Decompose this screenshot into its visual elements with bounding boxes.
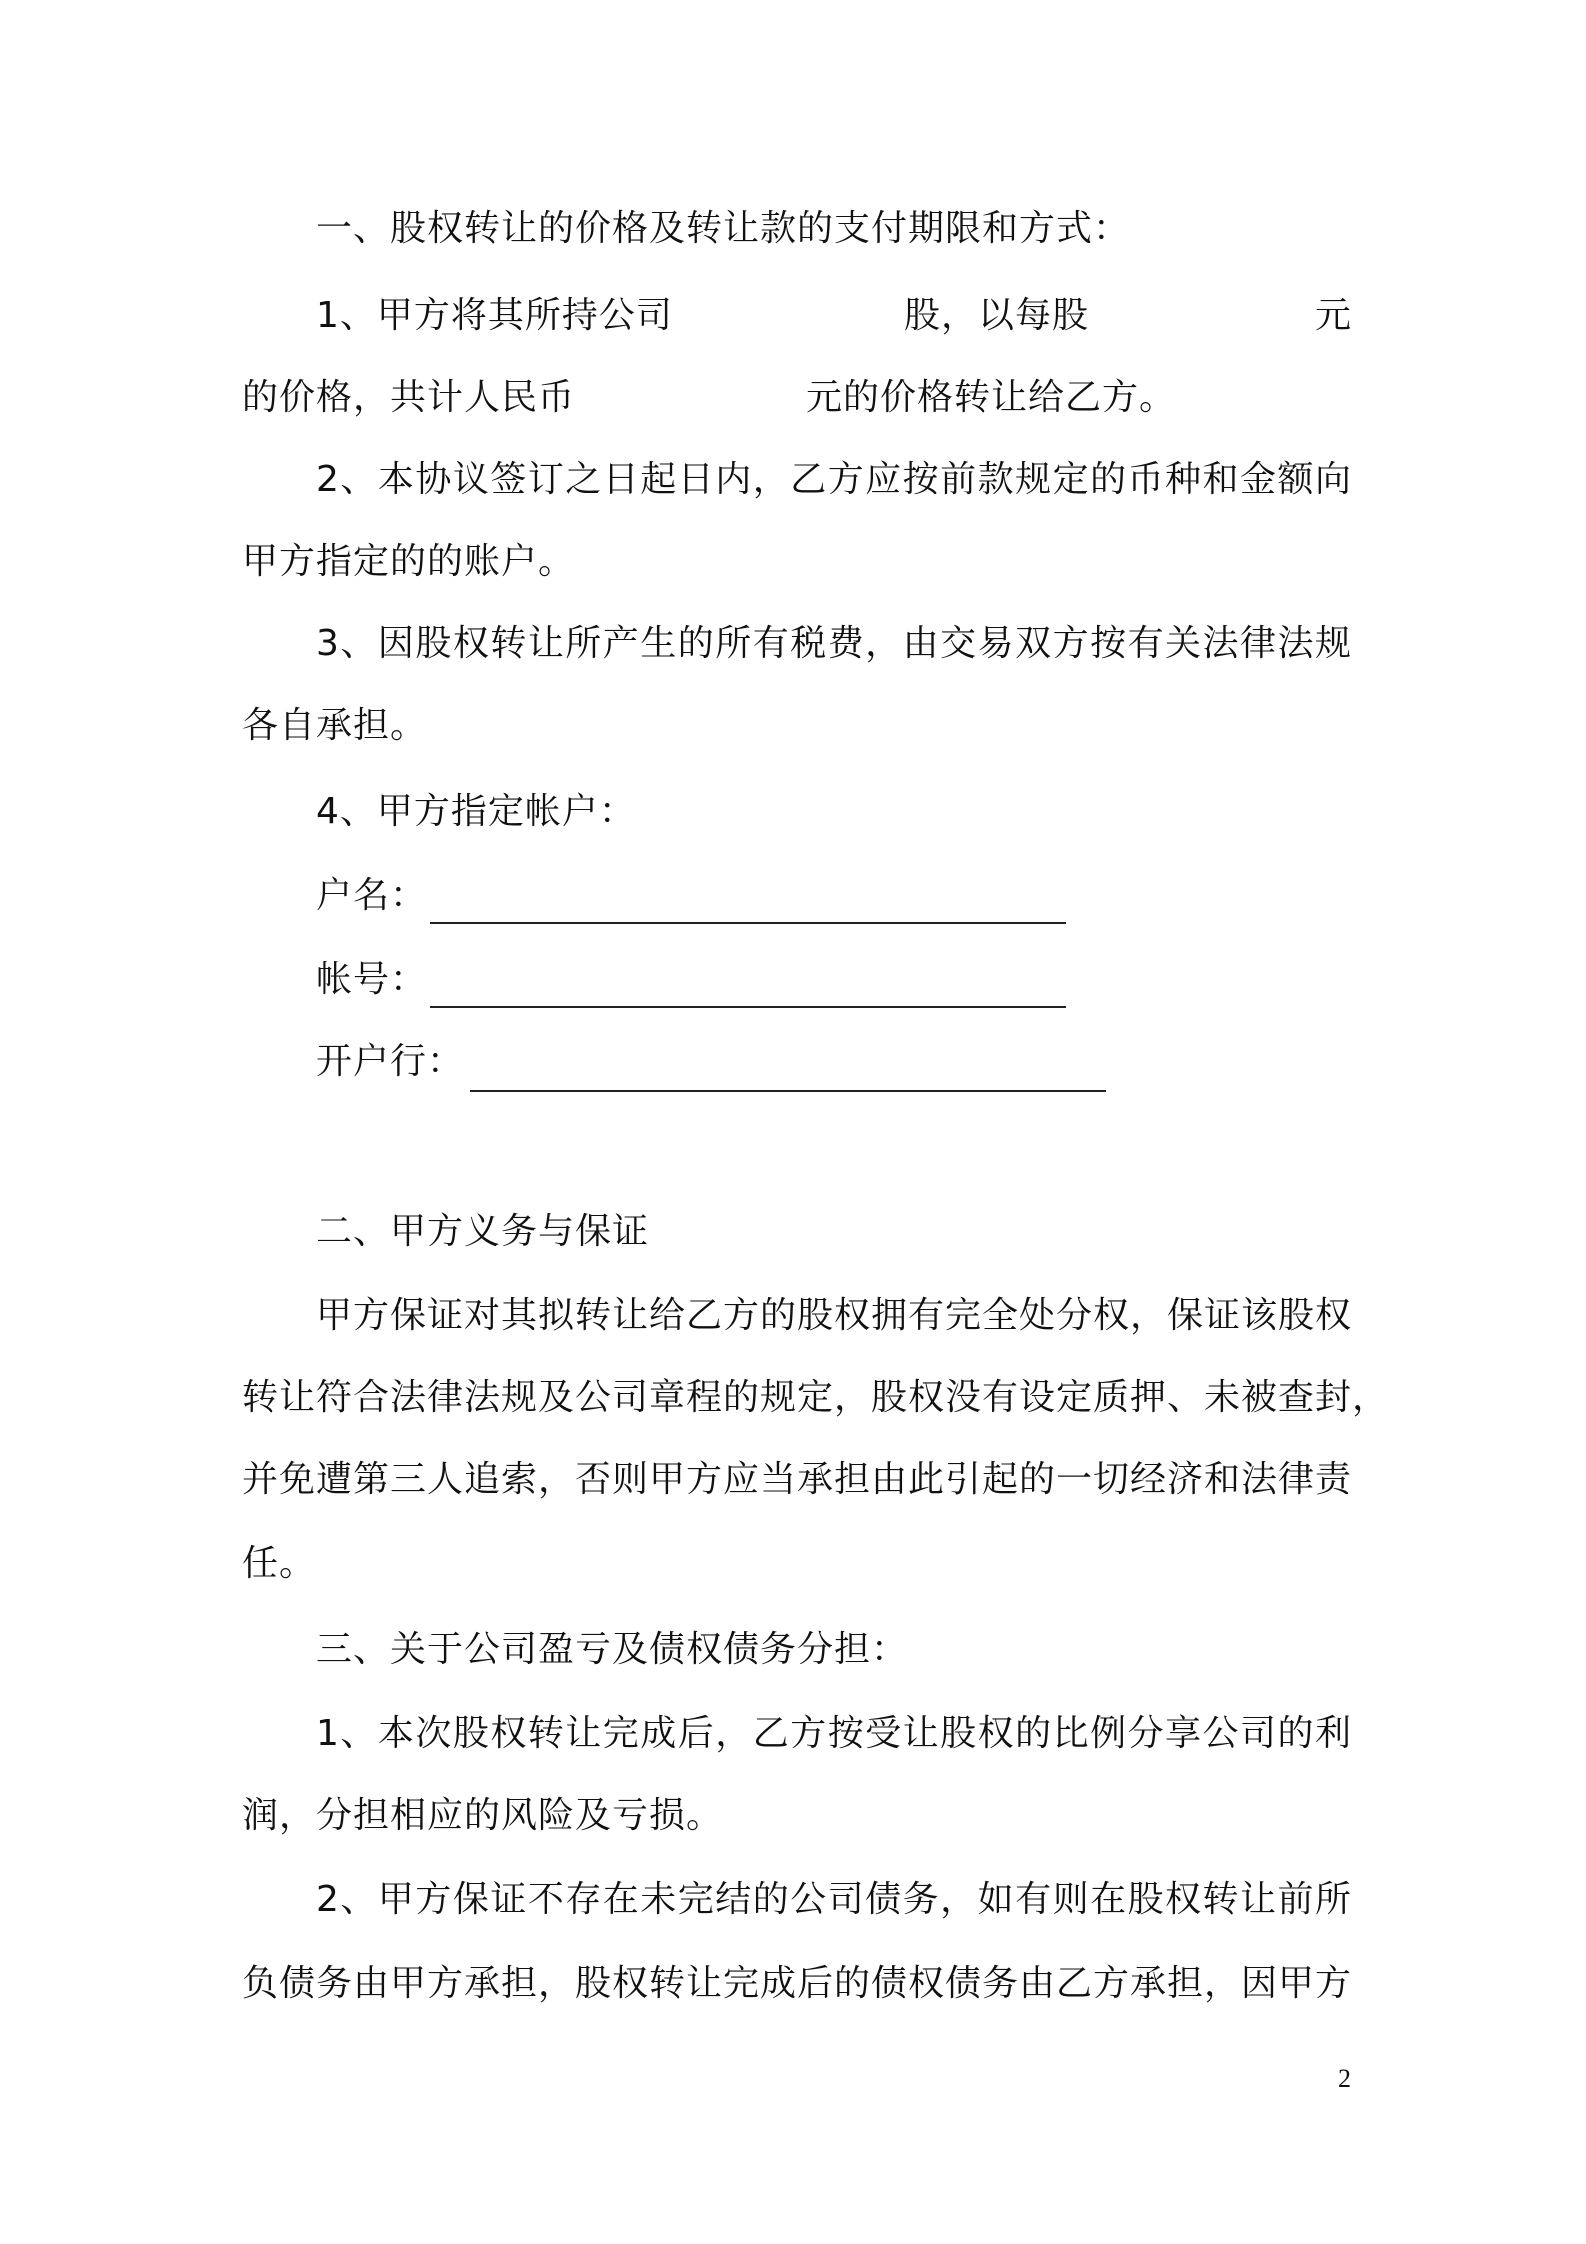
section1-item2-line2: 甲方指定的的账户。 bbox=[242, 541, 576, 582]
section1-item3-line2: 各自承担。 bbox=[242, 705, 428, 746]
section2-line1: 甲方保证对其拟转让给乙方的股权拥有完全处分权，保证该股权 bbox=[316, 1295, 1353, 1336]
section3-item2-line2: 负债务由甲方承担，股权转让完成后的债权债务由乙方承担，因甲方 bbox=[242, 1963, 1353, 2004]
account-name-field-line[interactable] bbox=[430, 922, 1066, 924]
section1-item1-line2 bbox=[242, 374, 1352, 422]
item1-part-d: 的价格，共计人民币 bbox=[242, 377, 576, 418]
item1-part-b: 股，以每股 bbox=[904, 295, 1090, 336]
page-number: 2 bbox=[1338, 2064, 1351, 2093]
bank-field-line[interactable] bbox=[470, 1090, 1106, 1092]
account-number-field-line[interactable] bbox=[430, 1006, 1066, 1008]
item1-part-a: 1、甲方将其所持公司 bbox=[316, 295, 673, 336]
section3-item1-line2: 润，分担相应的风险及亏损。 bbox=[242, 1795, 724, 1836]
section2-line2: 转让符合法律法规及公司章程的规定，股权没有设定质押、未被查封， bbox=[242, 1377, 1390, 1418]
section1-heading: 一、股权转让的价格及转让款的支付期限和方式： bbox=[316, 208, 1131, 249]
section2-line3: 并免遭第三人追索，否则甲方应当承担由此引起的一切经济和法律责 bbox=[242, 1459, 1353, 1500]
account-number-label: 帐号： bbox=[316, 959, 428, 1000]
section2-heading: 二、甲方义务与保证 bbox=[316, 1211, 650, 1252]
item1-part-e: 元的价格转让给乙方。 bbox=[806, 377, 1177, 418]
item1-part-c: 元 bbox=[1314, 295, 1352, 336]
section1-item2-line1: 2、本协议签订之日起日内，乙方应按前款规定的币种和金额向 bbox=[316, 459, 1352, 500]
section1-item4-label: 4、甲方指定帐户： bbox=[316, 791, 636, 832]
section1-item1-line1 bbox=[316, 292, 1352, 340]
section3-item1-line1: 1、本次股权转让完成后，乙方按受让股权的比例分享公司的利 bbox=[316, 1713, 1352, 1754]
section2-line4: 任。 bbox=[242, 1543, 317, 1584]
account-name-label: 户名： bbox=[316, 875, 428, 916]
section1-item3-line1: 3、因股权转让所产生的所有税费，由交易双方按有关法律法规 bbox=[316, 623, 1352, 664]
section3-item2-line1: 2、甲方保证不存在未完结的公司债务，如有则在股权转让前所 bbox=[316, 1879, 1352, 1920]
bank-label: 开户行： bbox=[316, 1041, 465, 1082]
section3-heading: 三、关于公司盈亏及债权债务分担： bbox=[316, 1629, 909, 1670]
